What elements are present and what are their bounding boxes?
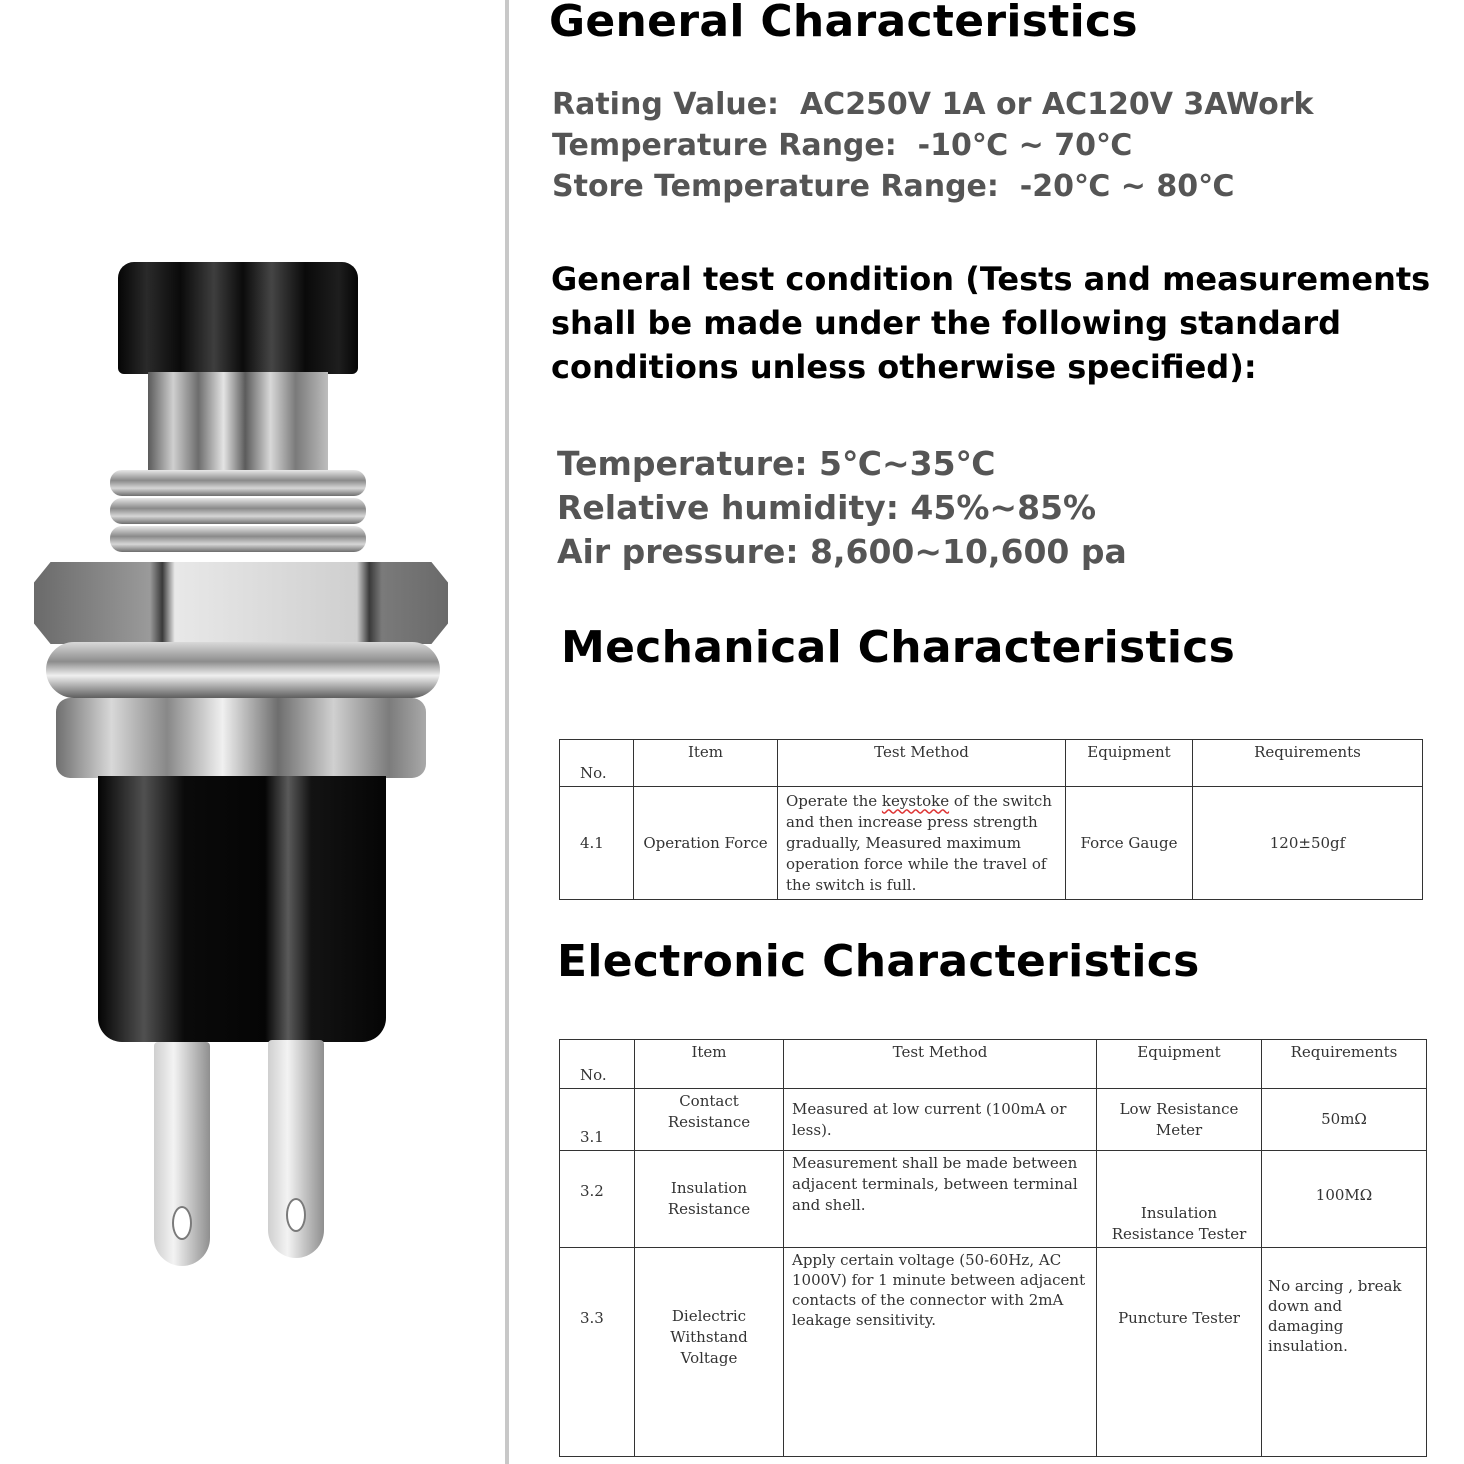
row-no: 3.1 (560, 1089, 635, 1151)
solder-terminal-left (154, 1042, 210, 1266)
row-requirements: 120±50gf (1193, 787, 1423, 900)
solder-terminal-right (268, 1040, 324, 1258)
bushing-thread (110, 526, 366, 552)
row-test-method: Measurement shall be made between adjacent terminals, between terminal and shell. (784, 1151, 1097, 1248)
bushing-flange (56, 698, 426, 778)
table-row (560, 1248, 1427, 1457)
bushing-thread (110, 498, 366, 524)
condition-humidity: Relative humidity: 45%~85% (557, 488, 1097, 527)
header-no: No. (560, 1040, 635, 1089)
row-item: Insulation Resistance (635, 1151, 784, 1248)
column-divider (505, 0, 509, 1464)
row-no: 4.1 (560, 787, 634, 900)
row-test-method: Apply certain voltage (50-60Hz, AC 1000V) for 1 minute between adjacent contacts of the connector with 2mA leakage sensitivity. (784, 1248, 1097, 1457)
table-row (560, 1089, 1427, 1151)
test-condition-heading: General test condition (Tests and measurements shall be made under the following standard conditions unless otherwise specified): (551, 260, 1431, 386)
table-row (560, 787, 1423, 900)
header-no: No. (560, 740, 634, 787)
bushing-thread (110, 470, 366, 496)
header-requirements: Requirements (1262, 1040, 1427, 1089)
table-row (560, 1151, 1427, 1248)
header-equipment: Equipment (1097, 1040, 1262, 1089)
electronic-characteristics-title: Electronic Characteristics (557, 936, 1200, 987)
row-requirements: No arcing , break down and damaging insulation. (1262, 1248, 1427, 1457)
row-requirements: 100MΩ (1262, 1151, 1427, 1248)
row-item: Contact Resistance (635, 1089, 784, 1151)
header-equipment: Equipment (1066, 740, 1193, 787)
row-equipment: Force Gauge (1066, 787, 1193, 900)
test-condition-list (557, 442, 1127, 574)
header-item: Item (634, 740, 778, 787)
table-header-row (560, 740, 1423, 787)
store-temperature-range-line: Store Temperature Range: -20℃ ~ 80℃ (552, 169, 1235, 204)
mechanical-characteristics-title: Mechanical Characteristics (561, 622, 1236, 673)
header-item: Item (635, 1040, 784, 1089)
row-no: 3.2 (560, 1151, 635, 1248)
row-test-method: Operate the keystoke of the switch and then increase press strength gradually, Measured maximum operation force while the travel of the switch is full. (778, 787, 1066, 900)
row-no: 3.3 (560, 1248, 635, 1457)
row-equipment: Puncture Tester (1097, 1248, 1262, 1457)
general-spec-list (552, 84, 1314, 207)
row-item: Operation Force (634, 787, 778, 900)
general-characteristics-title: General Characteristics (549, 0, 1138, 47)
header-test-method: Test Method (778, 740, 1066, 787)
electronic-table (559, 1039, 1427, 1457)
terminal-hole (286, 1198, 306, 1232)
product-photo (0, 0, 505, 1464)
rating-value-line: Rating Value: AC250V 1A or AC120V 3AWork (552, 87, 1314, 122)
switch-button-cap (118, 262, 358, 374)
lock-washer (46, 642, 440, 698)
header-test-method: Test Method (784, 1040, 1097, 1089)
row-requirements: 50mΩ (1262, 1089, 1427, 1151)
mechanical-table (559, 739, 1423, 900)
spellcheck-flagged-word: keystoke (881, 791, 950, 810)
table-header-row (560, 1040, 1427, 1089)
row-equipment: Low Resistance Meter (1097, 1089, 1262, 1151)
temperature-range-line: Temperature Range: -10℃ ~ 70℃ (552, 128, 1133, 163)
row-test-method: Measured at low current (100mA or less). (784, 1089, 1097, 1151)
header-requirements: Requirements (1193, 740, 1423, 787)
hex-nut (34, 562, 448, 644)
condition-temperature: Temperature: 5℃~35℃ (557, 444, 996, 483)
row-item: Dielectric Withstand Voltage (635, 1248, 784, 1457)
condition-air-pressure: Air pressure: 8,600~10,600 pa (557, 532, 1127, 571)
switch-body (98, 776, 386, 1042)
switch-plunger-stem (148, 372, 328, 470)
row-equipment: Insulation Resistance Tester (1097, 1151, 1262, 1248)
terminal-hole (172, 1206, 192, 1240)
